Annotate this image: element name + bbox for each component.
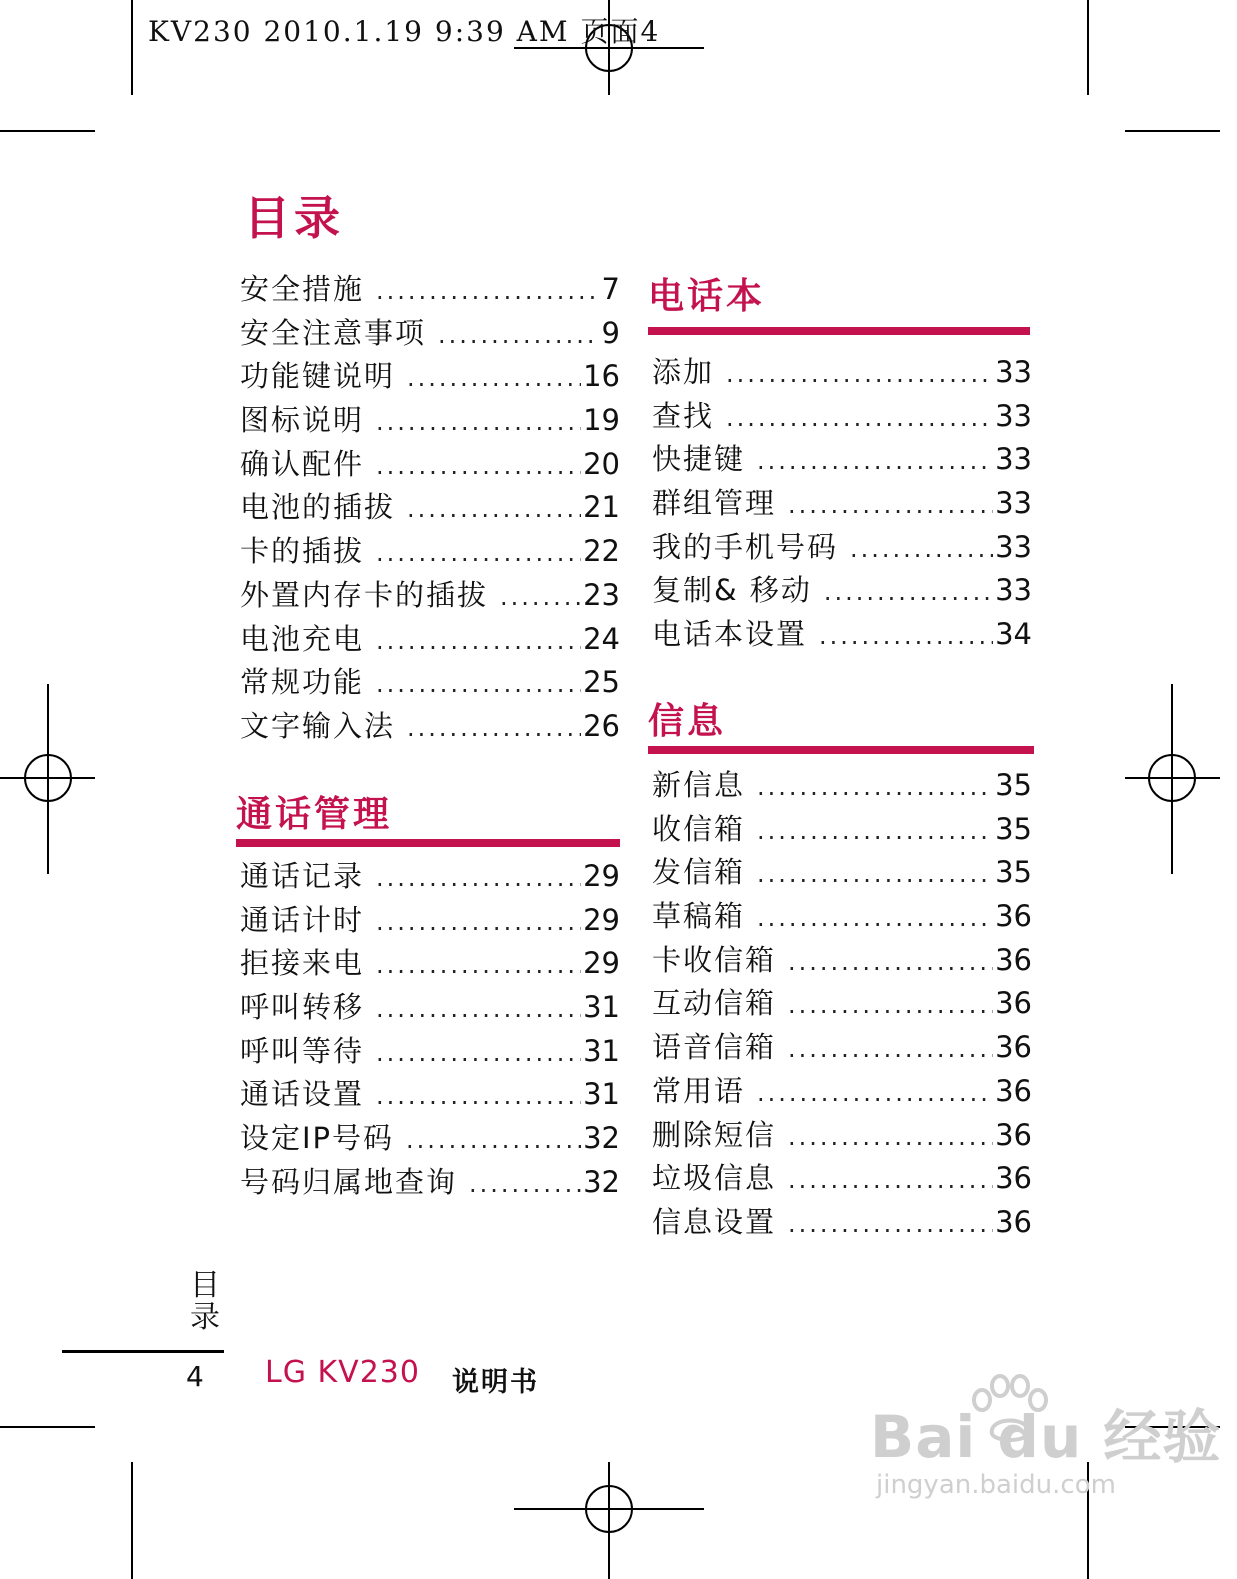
toc-leader-dots — [407, 495, 581, 523]
toc-entry-page: 33 — [995, 486, 1032, 521]
toc-leader-dots — [376, 1039, 581, 1067]
toc-entry[interactable] — [240, 311, 620, 355]
toc-entry[interactable] — [240, 573, 620, 617]
toc-entry-page: 34 — [995, 617, 1032, 652]
toc-entry[interactable] — [240, 898, 620, 942]
toc-entry[interactable] — [652, 525, 1032, 569]
toc-entry-page: 7 — [601, 272, 620, 306]
toc-entry-page: 36 — [995, 1073, 1032, 1108]
toc-entry-page: 22 — [583, 534, 620, 569]
toc-entry-label: 功能键说明 — [240, 359, 396, 394]
toc-entry[interactable] — [652, 612, 1032, 656]
toc-leader-dots — [788, 1035, 993, 1063]
toc-leader-dots — [819, 622, 993, 650]
toc-entry-label: 卡的插拔 — [240, 534, 365, 569]
toc-entry-label: 呼叫等待 — [240, 1033, 365, 1068]
toc-entry-label: 互动信箱 — [652, 986, 777, 1021]
toc-leader-dots — [376, 277, 600, 305]
toc-entry-label: 安全措施 — [240, 272, 365, 306]
toc-entry-page: 16 — [583, 359, 620, 394]
toc-leader-dots — [788, 1123, 993, 1151]
toc-entry[interactable] — [240, 398, 620, 442]
toc-entry-label: 确认配件 — [240, 446, 365, 481]
brand-name: LG KV230 — [265, 1355, 420, 1390]
toc-section-messages — [648, 693, 1034, 754]
toc-entry[interactable] — [652, 1069, 1032, 1113]
toc-entry[interactable] — [652, 437, 1032, 481]
toc-entry-label: 快捷键 — [652, 442, 746, 477]
toc-entry-label: 语音信箱 — [652, 1030, 777, 1065]
toc-entry[interactable] — [240, 704, 620, 748]
toc-entry-label: 复制& 移动 — [652, 573, 812, 608]
toc-entry-label: 我的手机号码 — [652, 529, 839, 564]
toc-leader-dots — [469, 1170, 581, 1198]
toc-entry-page: 24 — [583, 621, 620, 656]
toc-leader-dots — [824, 578, 993, 606]
toc-entry[interactable] — [652, 1025, 1032, 1069]
toc-leader-dots — [376, 864, 581, 892]
toc-entry[interactable] — [240, 660, 620, 704]
toc-entry[interactable] — [652, 894, 1032, 938]
toc-entry-label: 信息设置 — [652, 1204, 777, 1239]
toc-entry[interactable] — [240, 267, 620, 311]
toc-leader-dots — [376, 452, 581, 480]
toc-entry-label: 卡收信箱 — [652, 942, 777, 977]
toc-leader-dots — [376, 1082, 581, 1110]
toc-entry[interactable] — [240, 985, 620, 1029]
toc-entry-label: 发信箱 — [652, 855, 746, 890]
toc-entry-page: 35 — [995, 768, 1032, 802]
toc-entry-page: 21 — [583, 490, 620, 525]
toc-entry-page: 9 — [601, 315, 620, 350]
toc-leader-dots — [850, 535, 993, 563]
toc-entry-page: 32 — [583, 1164, 620, 1199]
section-rule — [648, 327, 1030, 335]
toc-entry-page: 33 — [995, 573, 1032, 608]
toc-entry[interactable] — [240, 1160, 620, 1204]
toc-leader-dots — [406, 1126, 581, 1154]
toc-leader-dots — [376, 408, 581, 436]
toc-entry[interactable] — [240, 485, 620, 529]
toc-leader-dots — [376, 995, 581, 1023]
section-rule — [236, 839, 620, 847]
toc-entry[interactable] — [240, 617, 620, 661]
toc-leader-dots — [376, 539, 581, 567]
toc-entry-label: 新信息 — [652, 768, 746, 802]
toc-entry[interactable] — [240, 854, 620, 898]
side-tab: 目录 — [190, 1268, 220, 1335]
toc-leader-dots — [726, 404, 993, 432]
toc-entry-label: 删除短信 — [652, 1117, 777, 1152]
crop-mark — [0, 130, 95, 132]
toc-leader-dots — [788, 948, 993, 976]
crop-mark — [1125, 130, 1220, 132]
toc-entry-label: 通话计时 — [240, 902, 365, 937]
toc-leader-dots — [757, 860, 993, 888]
toc-left-column — [240, 267, 620, 748]
toc-entry-page: 25 — [583, 665, 620, 700]
toc-section-call-management — [236, 786, 620, 847]
page-number: 4 — [186, 1360, 204, 1393]
section-title: 通话管理 — [236, 794, 393, 835]
toc-entry-page: 29 — [583, 902, 620, 937]
toc-entry-label: 文字输入法 — [240, 708, 396, 743]
toc-entry[interactable] — [652, 1200, 1032, 1244]
toc-entry-label: 设定IP号码 — [240, 1121, 395, 1156]
toc-entry-page: 33 — [995, 355, 1032, 389]
toc-leader-dots — [788, 1210, 993, 1238]
page-title: 目录 — [244, 191, 344, 245]
toc-entry-page: 36 — [995, 1204, 1032, 1239]
toc-entry[interactable] — [652, 350, 1032, 394]
toc-entry-page: 26 — [583, 708, 620, 743]
toc-entry[interactable] — [652, 981, 1032, 1025]
toc-leader-dots — [407, 714, 581, 742]
toc-entry[interactable] — [240, 442, 620, 486]
section-rule — [648, 746, 1034, 754]
toc-leader-dots — [757, 1079, 993, 1107]
toc-messages-items — [652, 763, 1032, 1244]
section-title: 电话本 — [648, 276, 766, 317]
toc-leader-dots — [376, 908, 581, 936]
crop-mark — [0, 1426, 95, 1428]
toc-leader-dots — [726, 360, 993, 388]
toc-entry[interactable] — [652, 807, 1032, 851]
registration-circle — [24, 754, 72, 802]
toc-entry-label: 电池的插拔 — [240, 490, 396, 525]
toc-entry-page: 31 — [583, 1077, 620, 1112]
toc-leader-dots — [788, 991, 993, 1019]
toc-entry-label: 常规功能 — [240, 665, 365, 700]
toc-leader-dots — [788, 491, 993, 519]
print-header: KV230 2010.1.19 9:39 AM 页面4 — [148, 15, 661, 48]
toc-entry[interactable] — [240, 354, 620, 398]
crop-mark — [131, 0, 133, 95]
toc-entry-page: 23 — [583, 577, 620, 612]
toc-leader-dots — [757, 904, 993, 932]
toc-entry[interactable] — [652, 1156, 1032, 1200]
toc-entry-page: 29 — [583, 946, 620, 981]
toc-entry-label: 常用语 — [652, 1073, 746, 1108]
toc-leader-dots — [376, 627, 581, 655]
toc-entry-page: 36 — [995, 899, 1032, 934]
toc-entry-label: 通话设置 — [240, 1077, 365, 1112]
toc-phonebook-items — [652, 350, 1032, 656]
section-title: 信息 — [648, 701, 727, 742]
toc-leader-dots — [376, 951, 581, 979]
toc-entry-page: 33 — [995, 442, 1032, 477]
watermark-url: jingyan.baidu.com — [876, 1470, 1116, 1500]
toc-entry[interactable] — [652, 394, 1032, 438]
toc-leader-dots — [788, 1166, 993, 1194]
toc-entry[interactable] — [652, 763, 1032, 807]
watermark — [870, 1390, 1221, 1500]
toc-entry-page: 36 — [995, 1030, 1032, 1065]
toc-leader-dots — [757, 773, 993, 801]
toc-entry-label: 收信箱 — [652, 811, 746, 846]
toc-entry-page: 20 — [583, 446, 620, 481]
toc-entry-label: 图标说明 — [240, 403, 365, 438]
toc-entry-label: 垃圾信息 — [652, 1161, 777, 1196]
toc-entry[interactable] — [652, 568, 1032, 612]
toc-entry-label: 拒接来电 — [240, 946, 365, 981]
toc-entry[interactable] — [240, 529, 620, 573]
toc-entry-page: 33 — [995, 398, 1032, 433]
watermark-main: Bai du 经验 — [870, 1403, 1222, 1471]
toc-entry[interactable] — [240, 1116, 620, 1160]
toc-entry-page: 36 — [995, 942, 1032, 977]
toc-entry-label: 安全注意事项 — [240, 315, 427, 350]
toc-entry-label: 号码归属地查询 — [240, 1164, 458, 1199]
toc-entry-label: 添加 — [652, 355, 715, 389]
toc-entry-page: 36 — [995, 986, 1032, 1021]
toc-leader-dots — [500, 583, 581, 611]
toc-entry-page: 19 — [583, 403, 620, 438]
toc-entry-label: 查找 — [652, 398, 715, 433]
toc-entry-label: 通话记录 — [240, 859, 365, 893]
toc-leader-dots — [757, 447, 993, 475]
toc-entry[interactable] — [240, 941, 620, 985]
toc-entry-page: 36 — [995, 1161, 1032, 1196]
toc-entry-page: 31 — [583, 990, 620, 1025]
toc-entry-page: 31 — [583, 1033, 620, 1068]
toc-entry-label: 草稿箱 — [652, 899, 746, 934]
toc-entry[interactable] — [652, 1113, 1032, 1157]
toc-leader-dots — [438, 321, 600, 349]
toc-entry-label: 电话本设置 — [652, 617, 808, 652]
footer-rule — [62, 1350, 224, 1353]
registration-circle — [1148, 754, 1196, 802]
toc-leader-dots — [376, 670, 581, 698]
toc-entry-label: 电池充电 — [240, 621, 365, 656]
toc-entry[interactable] — [240, 1072, 620, 1116]
toc-entry-page: 29 — [583, 859, 620, 893]
registration-circle — [585, 1485, 633, 1533]
toc-call-items — [240, 854, 620, 1204]
toc-entry-label: 外置内存卡的插拔 — [240, 577, 489, 612]
toc-section-phonebook — [648, 268, 1030, 335]
manual-label: 说明书 — [452, 1367, 539, 1398]
toc-entry-page: 36 — [995, 1117, 1032, 1152]
toc-entry[interactable] — [240, 1029, 620, 1073]
toc-entry[interactable] — [652, 938, 1032, 982]
toc-leader-dots — [407, 364, 581, 392]
toc-entry-label: 呼叫转移 — [240, 990, 365, 1025]
toc-leader-dots — [757, 817, 993, 845]
toc-entry[interactable] — [652, 850, 1032, 894]
toc-entry[interactable] — [652, 481, 1032, 525]
crop-mark — [1087, 0, 1089, 95]
toc-entry-page: 35 — [995, 855, 1032, 890]
toc-entry-page: 33 — [995, 529, 1032, 564]
toc-entry-label: 群组管理 — [652, 486, 777, 521]
toc-entry-page: 35 — [995, 811, 1032, 846]
crop-mark — [131, 1462, 133, 1579]
toc-entry-page: 32 — [583, 1121, 620, 1156]
